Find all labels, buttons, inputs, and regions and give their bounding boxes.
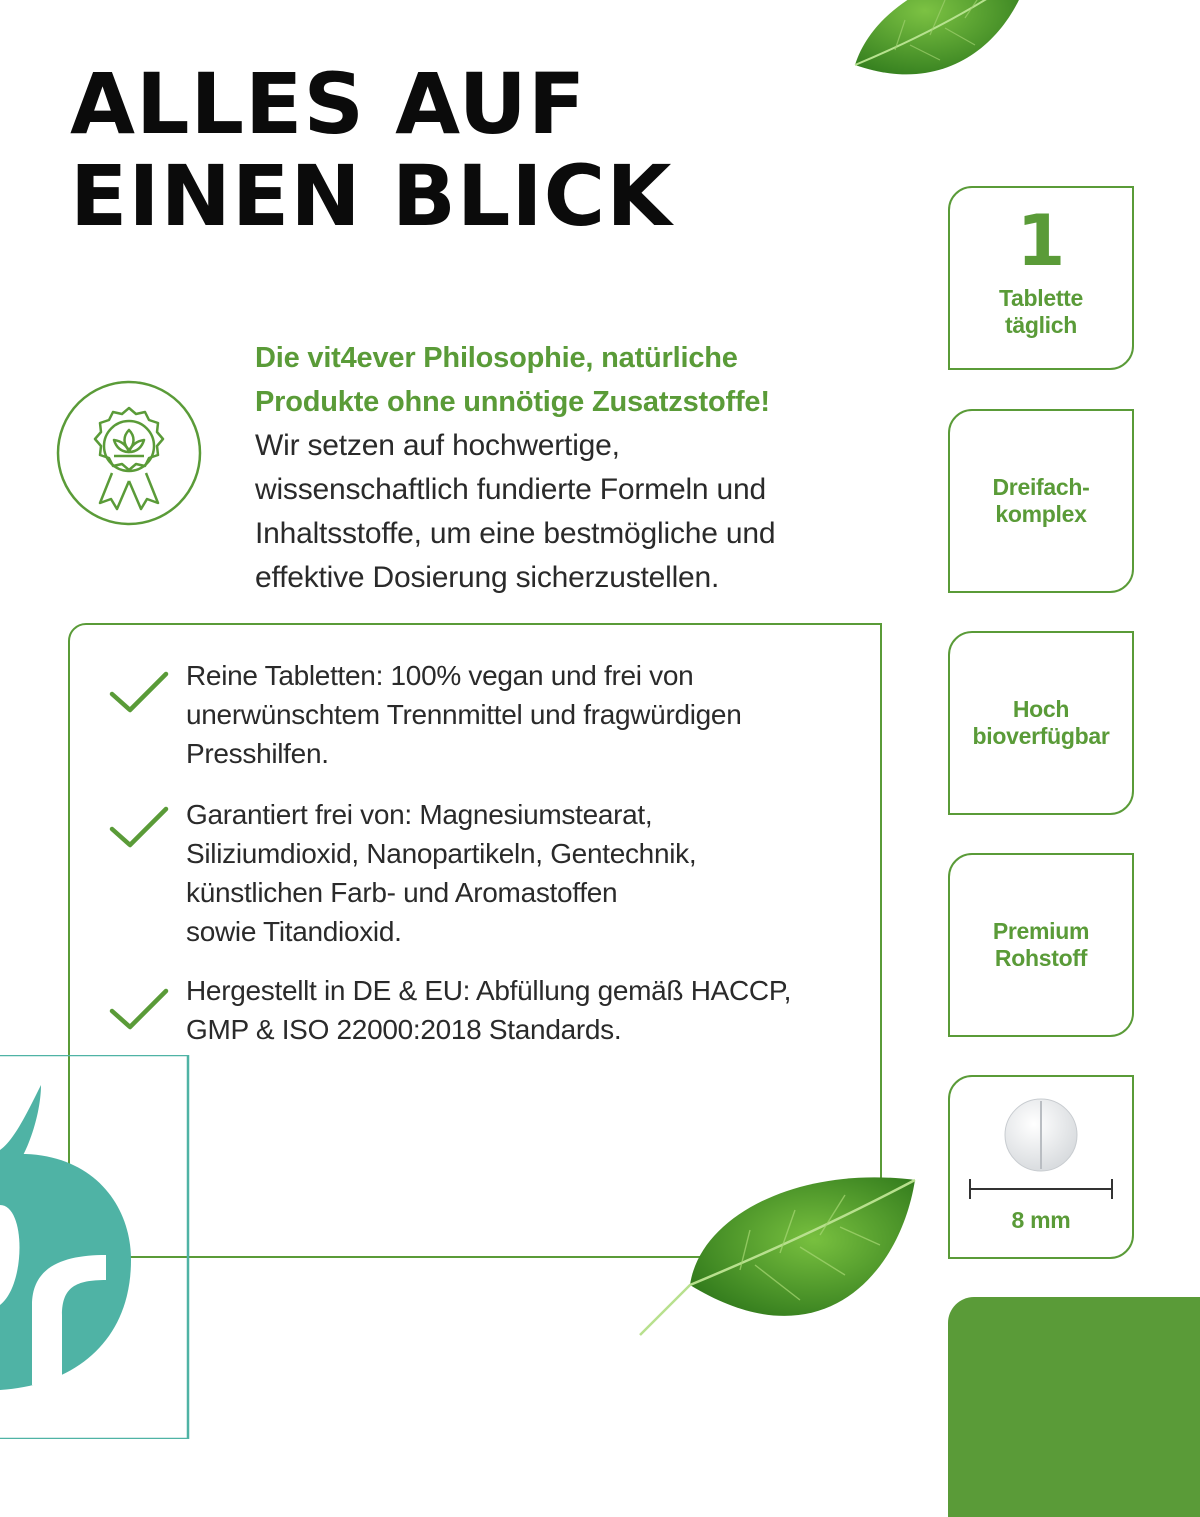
feature-line: Siliziumdioxid, Nanopartikeln, Gentechnik, — [186, 838, 697, 869]
badge-bioavailable — [948, 631, 1134, 815]
feature-line: sowie Titandioxid. — [186, 916, 402, 947]
leaf-icon — [630, 1165, 930, 1365]
badge-complex — [948, 409, 1134, 593]
check-icon — [108, 670, 170, 716]
badge-premium-label-2: Rohstoff — [994, 945, 1088, 971]
feature-line: Presshilfen. — [186, 738, 329, 769]
philosophy-body-line-3: Inhaltsstoffe, um eine bestmögliche und — [255, 517, 776, 550]
feature-text — [186, 656, 826, 773]
brand-logo — [0, 1055, 192, 1439]
check-icon — [108, 987, 170, 1033]
badge-dose-label-2: täglich — [1004, 312, 1078, 338]
quality-seal-icon — [54, 378, 204, 528]
philosophy-body-line-1: Wir setzen auf hochwertige, — [255, 429, 620, 462]
feature-line: Garantiert frei von: Magnesiumstearat, — [186, 799, 653, 830]
feature-line: GMP & ISO 22000:2018 Standards. — [186, 1014, 622, 1045]
badge-complex-label-1: Dreifach- — [992, 474, 1090, 500]
check-icon — [108, 805, 170, 851]
philosophy-section — [255, 336, 855, 600]
badge-dose-number: 1 — [1016, 200, 1066, 282]
green-accent-block — [948, 1297, 1200, 1517]
badge-dose-label-1: Tablette — [998, 285, 1084, 311]
philosophy-body-line-4: effektive Dosierung sicherzustellen. — [255, 561, 720, 594]
philosophy-heading-line-1: Die vit4ever Philosophie, natürliche — [255, 342, 738, 374]
page-title-line-1: ALLES AUF — [70, 55, 587, 153]
feature-line: unerwünschtem Trennmittel und fragwürdigen — [186, 699, 742, 730]
feature-text — [186, 795, 826, 951]
feature-line: Reine Tabletten: 100% vegan und frei von — [186, 660, 694, 691]
leaf-icon — [835, 0, 1035, 110]
badge-complex-label-2: komplex — [995, 501, 1087, 527]
page-title — [70, 55, 673, 245]
badge-dose — [948, 186, 1134, 370]
measure-line-icon — [966, 1177, 1116, 1201]
feature-text — [186, 971, 826, 1049]
badge-tablet-size — [948, 1075, 1134, 1259]
page-title-line-2: EINEN BLICK — [70, 147, 673, 245]
tablet-icon — [1003, 1097, 1079, 1173]
philosophy-body-line-2: wissenschaftlich fundierte Formeln und — [255, 473, 766, 506]
badge-bio-label-2: bioverfügbar — [972, 723, 1110, 749]
badge-premium — [948, 853, 1134, 1037]
badge-size-label: 8 mm — [1011, 1207, 1071, 1233]
badge-bio-label-1: Hoch — [1012, 696, 1070, 722]
feature-line: künstlichen Farb- und Aromastoffen — [186, 877, 618, 908]
badge-premium-label-1: Premium — [992, 918, 1090, 944]
philosophy-heading-line-2: Produkte ohne unnötige Zusatzstoffe! — [255, 386, 770, 418]
feature-line: Hergestellt in DE & EU: Abfüllung gemäß HACCP, — [186, 975, 792, 1006]
